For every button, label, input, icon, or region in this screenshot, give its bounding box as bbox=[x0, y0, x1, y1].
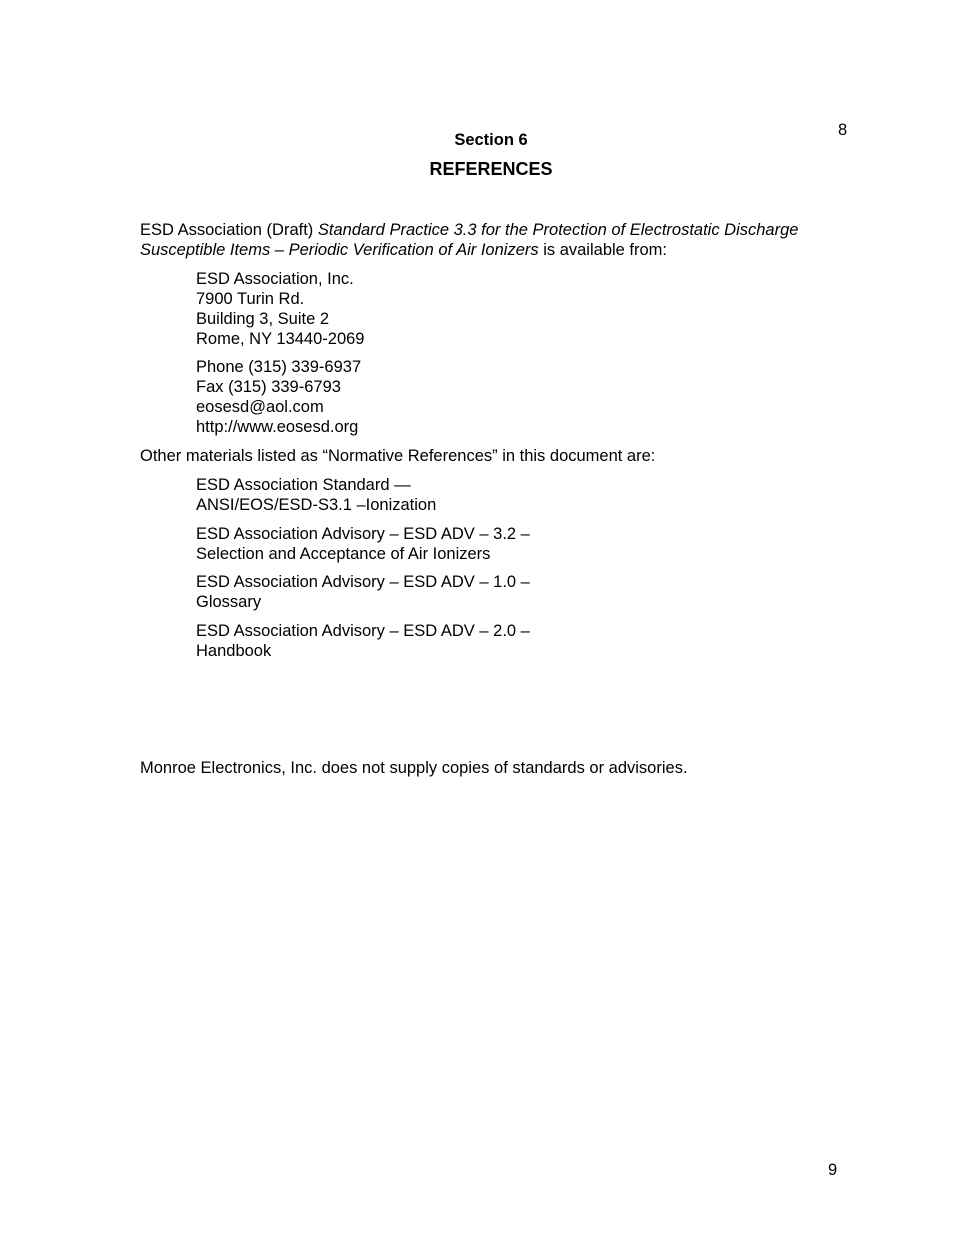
phone-line: Phone (315) 339-6937 bbox=[196, 358, 362, 376]
page-heading: REFERENCES bbox=[429, 159, 553, 179]
address-block bbox=[196, 269, 796, 349]
address-line: Building 3, Suite 2 bbox=[196, 310, 330, 328]
page-number-top: 8 bbox=[838, 121, 848, 139]
reference-line1: ESD Association Advisory – ESD ADV – 1.0 – bbox=[196, 573, 530, 591]
email-line: eosesd@aol.com bbox=[196, 398, 324, 416]
reference-line1: ESD Association Standard — bbox=[196, 476, 411, 494]
address-line: 7900 Turin Rd. bbox=[196, 290, 305, 308]
normative-intro: Other materials listed as “Normative References” in this document are: bbox=[140, 447, 656, 465]
reference-item bbox=[196, 524, 796, 564]
reference-line2: Glossary bbox=[196, 593, 262, 611]
reference-line1: ESD Association Advisory – ESD ADV – 3.2 – bbox=[196, 525, 530, 543]
intro-suffix: is available from: bbox=[538, 241, 668, 259]
disclaimer: Monroe Electronics, Inc. does not supply copies of standards or advisories. bbox=[140, 759, 688, 777]
intro-paragraph bbox=[140, 220, 840, 260]
reference-item bbox=[196, 475, 796, 515]
reference-line1: ESD Association Advisory – ESD ADV – 2.0 – bbox=[196, 622, 530, 640]
reference-item bbox=[196, 621, 796, 661]
address-line: ESD Association, Inc. bbox=[196, 270, 354, 288]
page-number-bottom: 9 bbox=[828, 1161, 838, 1179]
address-line: Rome, NY 13440-2069 bbox=[196, 330, 365, 348]
website-line: http://www.eosesd.org bbox=[196, 418, 359, 436]
contact-block bbox=[196, 357, 796, 437]
reference-line2: Selection and Acceptance of Air Ionizers bbox=[196, 545, 491, 563]
reference-line2: ANSI/EOS/ESD-S3.1 –Ionization bbox=[196, 496, 437, 514]
intro-prefix: ESD Association (Draft) bbox=[140, 221, 318, 239]
standard-title-line1: Standard Practice 3.3 for the Protection of Electrostatic Discharge bbox=[317, 221, 799, 239]
reference-line2: Handbook bbox=[196, 642, 272, 660]
fax-line: Fax (315) 339-6793 bbox=[196, 378, 341, 396]
reference-item bbox=[196, 572, 796, 612]
standard-title-line2: Susceptible Items – Periodic Verification of Air Ionizers bbox=[140, 241, 539, 259]
section-label: Section 6 bbox=[454, 131, 528, 149]
